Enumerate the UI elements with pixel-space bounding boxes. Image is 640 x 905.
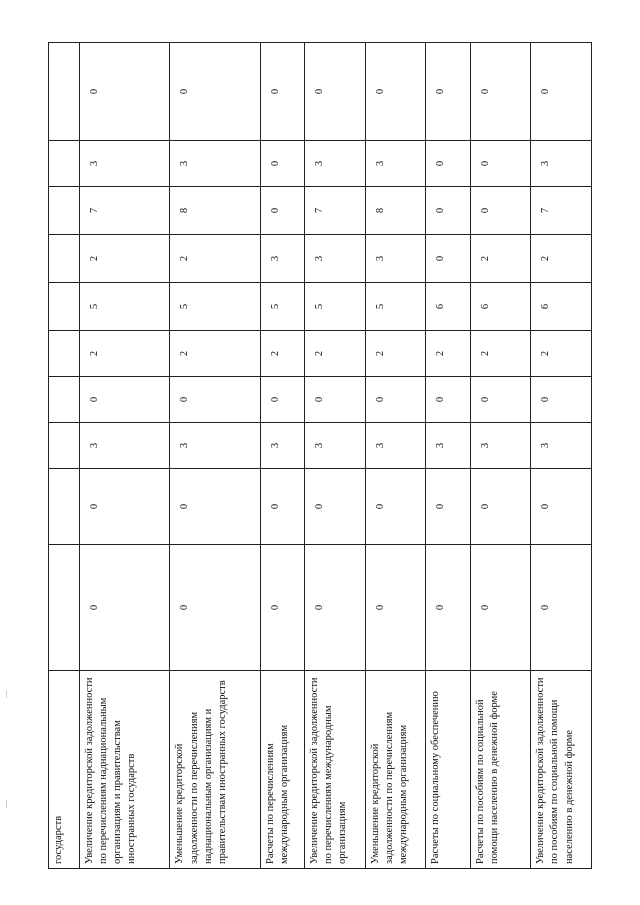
table-row — [79, 43, 170, 869]
value-cell: 0 — [470, 377, 531, 423]
value-cell: 0 — [260, 469, 304, 545]
value-cell — [49, 43, 80, 141]
value-cell: 2 — [79, 331, 170, 377]
value-cell: 7 — [531, 187, 592, 235]
value-cell: 0 — [365, 469, 426, 545]
value-cell: 3 — [365, 235, 426, 283]
value-cell: 0 — [365, 377, 426, 423]
value-cell — [49, 377, 80, 423]
value-cell — [49, 545, 80, 671]
value-cell: 0 — [531, 545, 592, 671]
value-cell: 2 — [170, 331, 261, 377]
value-cell: 3 — [260, 423, 304, 469]
value-cell — [49, 469, 80, 545]
value-cell — [49, 187, 80, 235]
value-cell: 3 — [531, 423, 592, 469]
value-cell: 0 — [170, 377, 261, 423]
value-cell: 3 — [470, 423, 531, 469]
value-cell: 0 — [260, 187, 304, 235]
value-cell: 3 — [79, 141, 170, 187]
value-cell: 3 — [170, 141, 261, 187]
value-cell: 0 — [170, 469, 261, 545]
row-name-cell: Уменьшение кредиторской задолженности по перечислениям международным организациям — [365, 671, 426, 869]
value-cell: 3 — [305, 141, 366, 187]
row-name-cell: Увеличение кредиторской задолженности по перечислениям наднациональным организациям и правительствам иностранных государств — [79, 671, 170, 869]
table-row — [470, 43, 531, 869]
value-cell: 3 — [426, 423, 470, 469]
value-cell: 0 — [426, 187, 470, 235]
value-cell: 0 — [426, 469, 470, 545]
value-cell: 0 — [426, 141, 470, 187]
value-cell — [49, 331, 80, 377]
value-cell: 0 — [79, 469, 170, 545]
value-cell: 2 — [305, 331, 366, 377]
value-cell: 2 — [260, 331, 304, 377]
value-cell: 8 — [365, 187, 426, 235]
row-name-cell: Уменьшение кредиторской задолженности по перечислениям наднациональным организациям и правительствам иностранных государств — [170, 671, 261, 869]
value-cell: 0 — [305, 469, 366, 545]
scan-speck — [6, 690, 7, 698]
value-cell: 0 — [426, 377, 470, 423]
value-cell: 0 — [365, 545, 426, 671]
value-cell: 0 — [365, 43, 426, 141]
value-cell: 0 — [79, 43, 170, 141]
scan-speck — [6, 800, 7, 808]
value-cell: 5 — [365, 283, 426, 331]
row-name-cell: Расчеты по пособиям по социальной помощи населению в денежной форме — [470, 671, 531, 869]
value-cell: 0 — [305, 545, 366, 671]
value-cell: 2 — [79, 235, 170, 283]
value-cell: 0 — [260, 43, 304, 141]
value-cell: 0 — [470, 469, 531, 545]
value-cell: 2 — [365, 331, 426, 377]
table-row — [531, 43, 592, 869]
value-cell: 7 — [79, 187, 170, 235]
row-name-cell: Увеличение кредиторской задолженности по пособиям по социальной помощи населению в денежной форме — [531, 671, 592, 869]
row-name-cell: государств — [49, 671, 80, 869]
value-cell: 0 — [531, 43, 592, 141]
value-cell: 3 — [305, 235, 366, 283]
value-cell: 0 — [470, 141, 531, 187]
value-cell: 5 — [305, 283, 366, 331]
value-cell: 0 — [170, 43, 261, 141]
value-cell: 3 — [365, 423, 426, 469]
value-cell: 3 — [305, 423, 366, 469]
value-cell: 0 — [305, 43, 366, 141]
value-cell: 3 — [260, 235, 304, 283]
value-cell: 8 — [170, 187, 261, 235]
value-cell: 7 — [305, 187, 366, 235]
value-cell: 0 — [470, 43, 531, 141]
value-cell: 0 — [531, 469, 592, 545]
table-row — [426, 43, 470, 869]
table-row — [170, 43, 261, 869]
row-name-cell: Увеличение кредиторской задолженности по перечислениям международным организациям — [305, 671, 366, 869]
row-name-cell: Расчеты по социальному обеспечению — [426, 671, 470, 869]
value-cell: 2 — [470, 235, 531, 283]
value-cell: 0 — [260, 377, 304, 423]
table-row — [365, 43, 426, 869]
value-cell: 0 — [531, 377, 592, 423]
value-cell: 3 — [170, 423, 261, 469]
value-cell: 0 — [305, 377, 366, 423]
value-cell: 0 — [426, 545, 470, 671]
value-cell: 0 — [260, 141, 304, 187]
value-cell: 5 — [170, 283, 261, 331]
value-cell: 3 — [365, 141, 426, 187]
value-cell: 0 — [170, 545, 261, 671]
table-body — [49, 43, 592, 869]
value-cell: 0 — [426, 43, 470, 141]
value-cell: 3 — [531, 141, 592, 187]
value-cell: 2 — [531, 331, 592, 377]
value-cell: 2 — [470, 331, 531, 377]
table-row — [305, 43, 366, 869]
value-cell: 0 — [260, 545, 304, 671]
value-cell — [49, 235, 80, 283]
value-cell: 6 — [531, 283, 592, 331]
value-cell: 0 — [79, 545, 170, 671]
value-cell: 5 — [260, 283, 304, 331]
value-cell: 5 — [79, 283, 170, 331]
value-cell — [49, 283, 80, 331]
accounts-table — [48, 42, 592, 869]
table-row — [260, 43, 304, 869]
value-cell: 0 — [470, 545, 531, 671]
value-cell: 6 — [470, 283, 531, 331]
value-cell: 2 — [170, 235, 261, 283]
rotated-table-container — [48, 43, 592, 869]
value-cell: 3 — [79, 423, 170, 469]
value-cell: 2 — [426, 331, 470, 377]
table-row — [49, 43, 80, 869]
value-cell: 0 — [470, 187, 531, 235]
value-cell: 0 — [426, 235, 470, 283]
value-cell — [49, 423, 80, 469]
row-name-cell: Расчеты по перечислениям международным организациям — [260, 671, 304, 869]
value-cell — [49, 141, 80, 187]
value-cell: 0 — [79, 377, 170, 423]
value-cell: 2 — [531, 235, 592, 283]
value-cell: 6 — [426, 283, 470, 331]
